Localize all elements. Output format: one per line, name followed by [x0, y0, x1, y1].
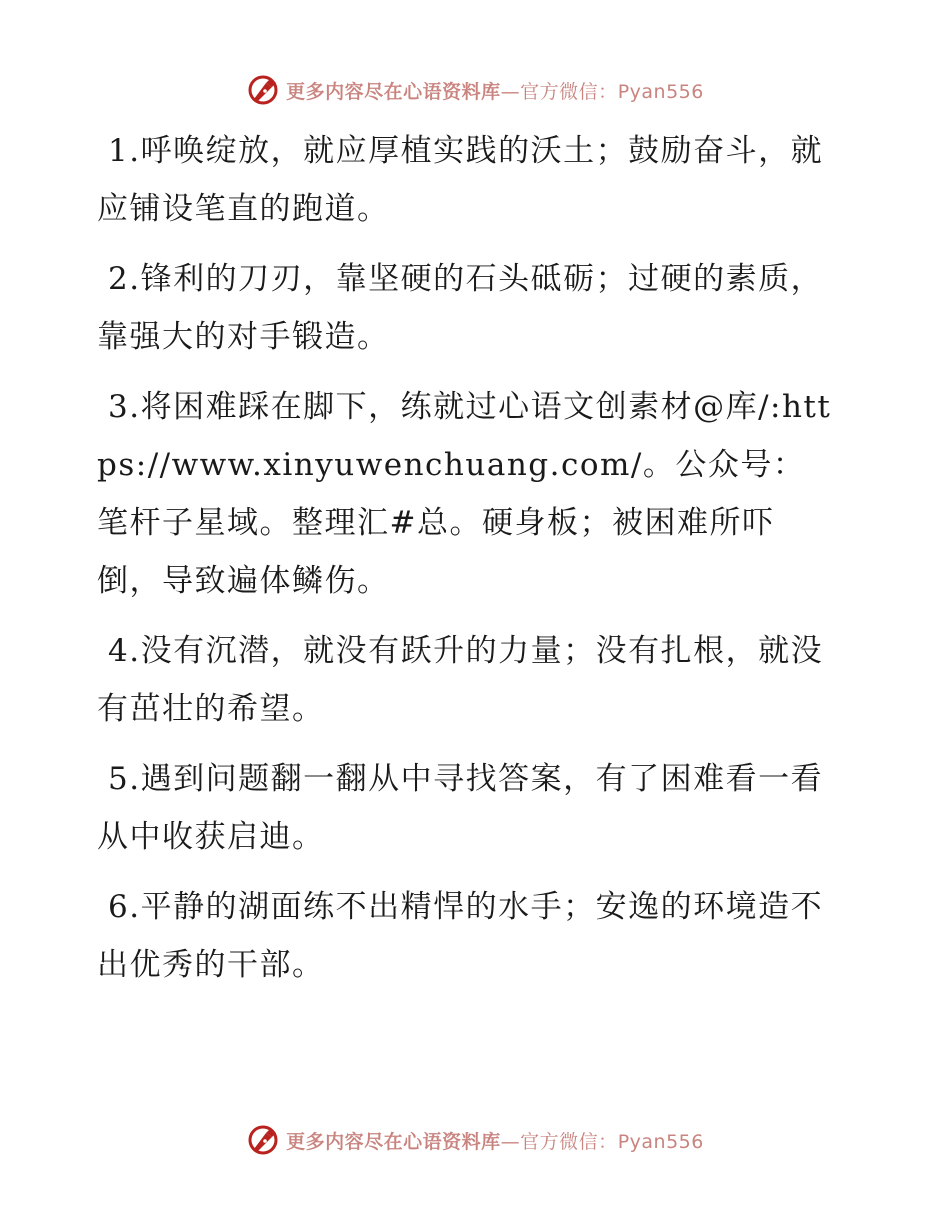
paragraph-5: 5.遇到问题翻一翻从中寻找答案，有了困难看一看从中收获启迪。	[97, 761, 824, 855]
header-dash: —	[500, 80, 521, 103]
footer-banner-text	[286, 1127, 704, 1154]
header-wechat-label: 官方微信：	[520, 80, 618, 103]
header-banner	[0, 70, 950, 110]
paragraph-4: 4.没有沉潜，就没有跃升的力量；没有扎根，就没有茁壮的希望。	[97, 633, 824, 727]
pen-nib-logo-icon	[246, 1123, 280, 1157]
paragraph-3: 3.将困难踩在脚下，练就过心语文创素材@库/:https://www.xinyuwenchuang.com/。公众号：笔杆子星域。整理汇#总。硬身板；被困难所吓倒，导致遍体鳞伤。	[97, 389, 832, 599]
paragraph-2: 2.锋利的刀刃，靠坚硬的石头砥砺；过硬的素质，靠强大的对手锻造。	[97, 261, 824, 355]
header-wechat-id: Pyan556	[617, 80, 704, 103]
paragraph-1: 1.呼唤绽放，就应厚植实践的沃土；鼓励奋斗，就应铺设笔直的跑道。	[97, 133, 824, 227]
header-banner-text	[286, 77, 704, 104]
footer-dash: —	[500, 1130, 521, 1153]
paragraph-6: 6.平静的湖面练不出精悍的水手；安逸的环境造不出优秀的干部。	[97, 889, 824, 983]
header-promo-text: 更多内容尽在心语资料库	[286, 80, 501, 103]
footer-wechat-id: Pyan556	[617, 1130, 704, 1153]
footer-banner	[0, 1120, 950, 1160]
pen-nib-logo-icon	[246, 73, 280, 107]
document-body	[97, 122, 837, 1006]
footer-wechat-label: 官方微信：	[520, 1130, 618, 1153]
footer-promo-text: 更多内容尽在心语资料库	[286, 1130, 501, 1153]
